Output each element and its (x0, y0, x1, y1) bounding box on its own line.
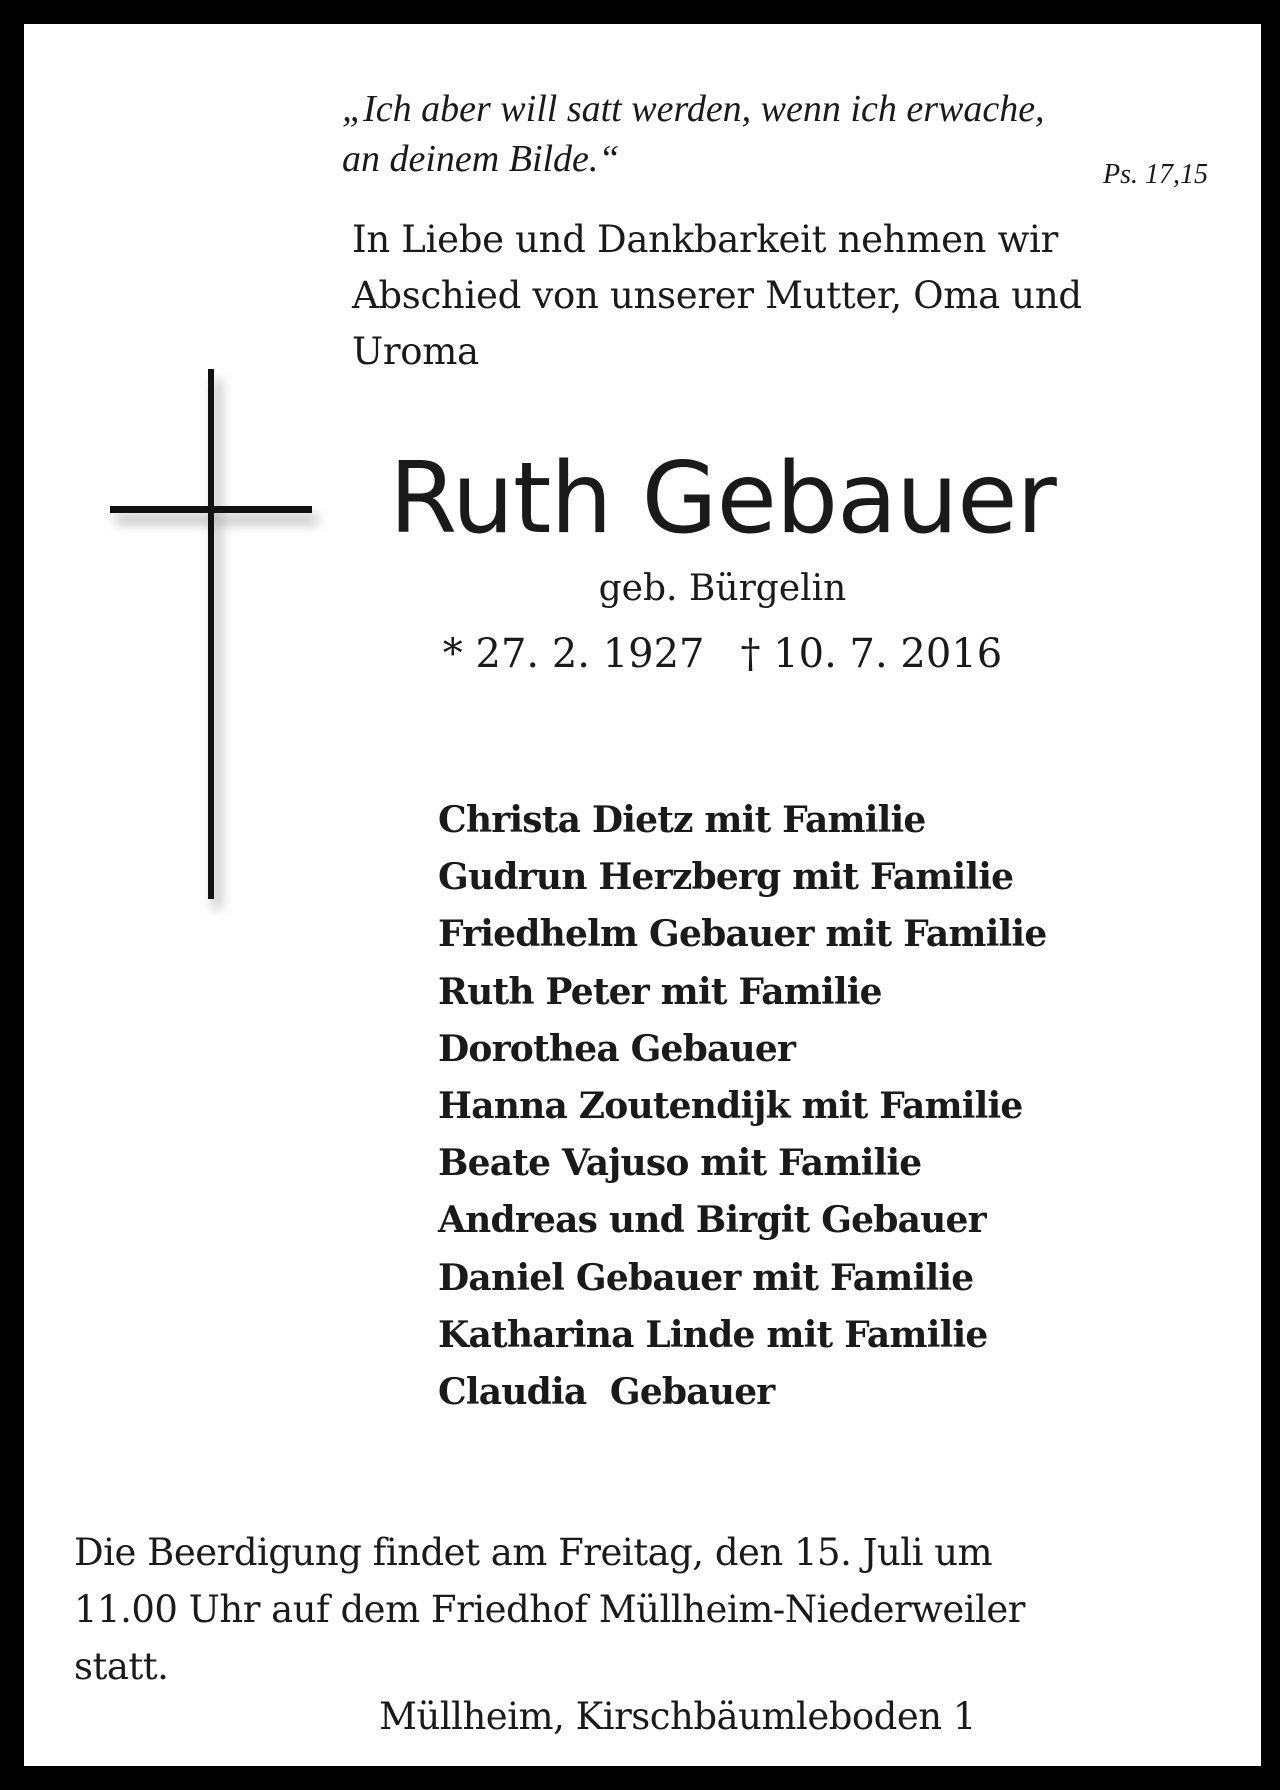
mourner-item: Claudia Gebauer (438, 1371, 775, 1414)
mourner-item: Christa Dietz mit Familie (438, 799, 926, 841)
funeral-line-2: 11.00 Uhr auf dem Friedhof Müllheim-Niederweiler (74, 1588, 1025, 1631)
verse-line-1: „Ich aber will satt werden, wenn ich erwache, (342, 88, 1045, 130)
mourner-item: Katharina Linde mit Familie (438, 1313, 988, 1356)
mourner-item: Gudrun Herzberg mit Familie (438, 856, 1014, 899)
deceased-name: Ruth Gebauer (389, 442, 1056, 556)
mourner-item: Andreas und Birgit Gebauer (438, 1199, 986, 1242)
family-address: Müllheim, Kirschbäumleboden 1 (379, 1695, 976, 1738)
bible-verse (342, 84, 1232, 190)
intro-line-3: Uroma (352, 330, 479, 373)
obituary-notice (24, 24, 1261, 1766)
birth-date: * 27. 2. 1927 (442, 631, 705, 677)
mourner-item: Friedhelm Gebauer mit Familie (438, 913, 1047, 956)
death-date: † 10. 7. 2016 (740, 631, 1003, 677)
life-dates (24, 626, 1261, 682)
funeral-line-1: Die Beerdigung findet am Freitag, den 15. Juli um (74, 1531, 993, 1574)
intro-line-2: Abschied von unserer Mutter, Oma und (352, 274, 1082, 317)
mourner-item: Beate Vajuso mit Familie (438, 1142, 922, 1185)
maiden-name: geb. Bürgelin (598, 568, 847, 609)
funeral-line-3: statt. (74, 1645, 169, 1688)
mourner-item: Dorothea Gebauer (438, 1027, 796, 1070)
verse-reference: Ps. 17,15 (1103, 159, 1208, 190)
mourners-list (438, 792, 1238, 1421)
intro-text (352, 212, 1212, 380)
funeral-announcement (74, 1524, 1224, 1695)
verse-line-2: an deinem Bilde.“ (342, 138, 620, 180)
intro-line-1: In Liebe und Dankbarkeit nehmen wir (352, 218, 1058, 261)
mourner-item: Daniel Gebauer mit Familie (438, 1256, 974, 1299)
mourner-item: Ruth Peter mit Familie (438, 970, 882, 1013)
mourner-item: Hanna Zoutendijk mit Familie (438, 1085, 1023, 1128)
